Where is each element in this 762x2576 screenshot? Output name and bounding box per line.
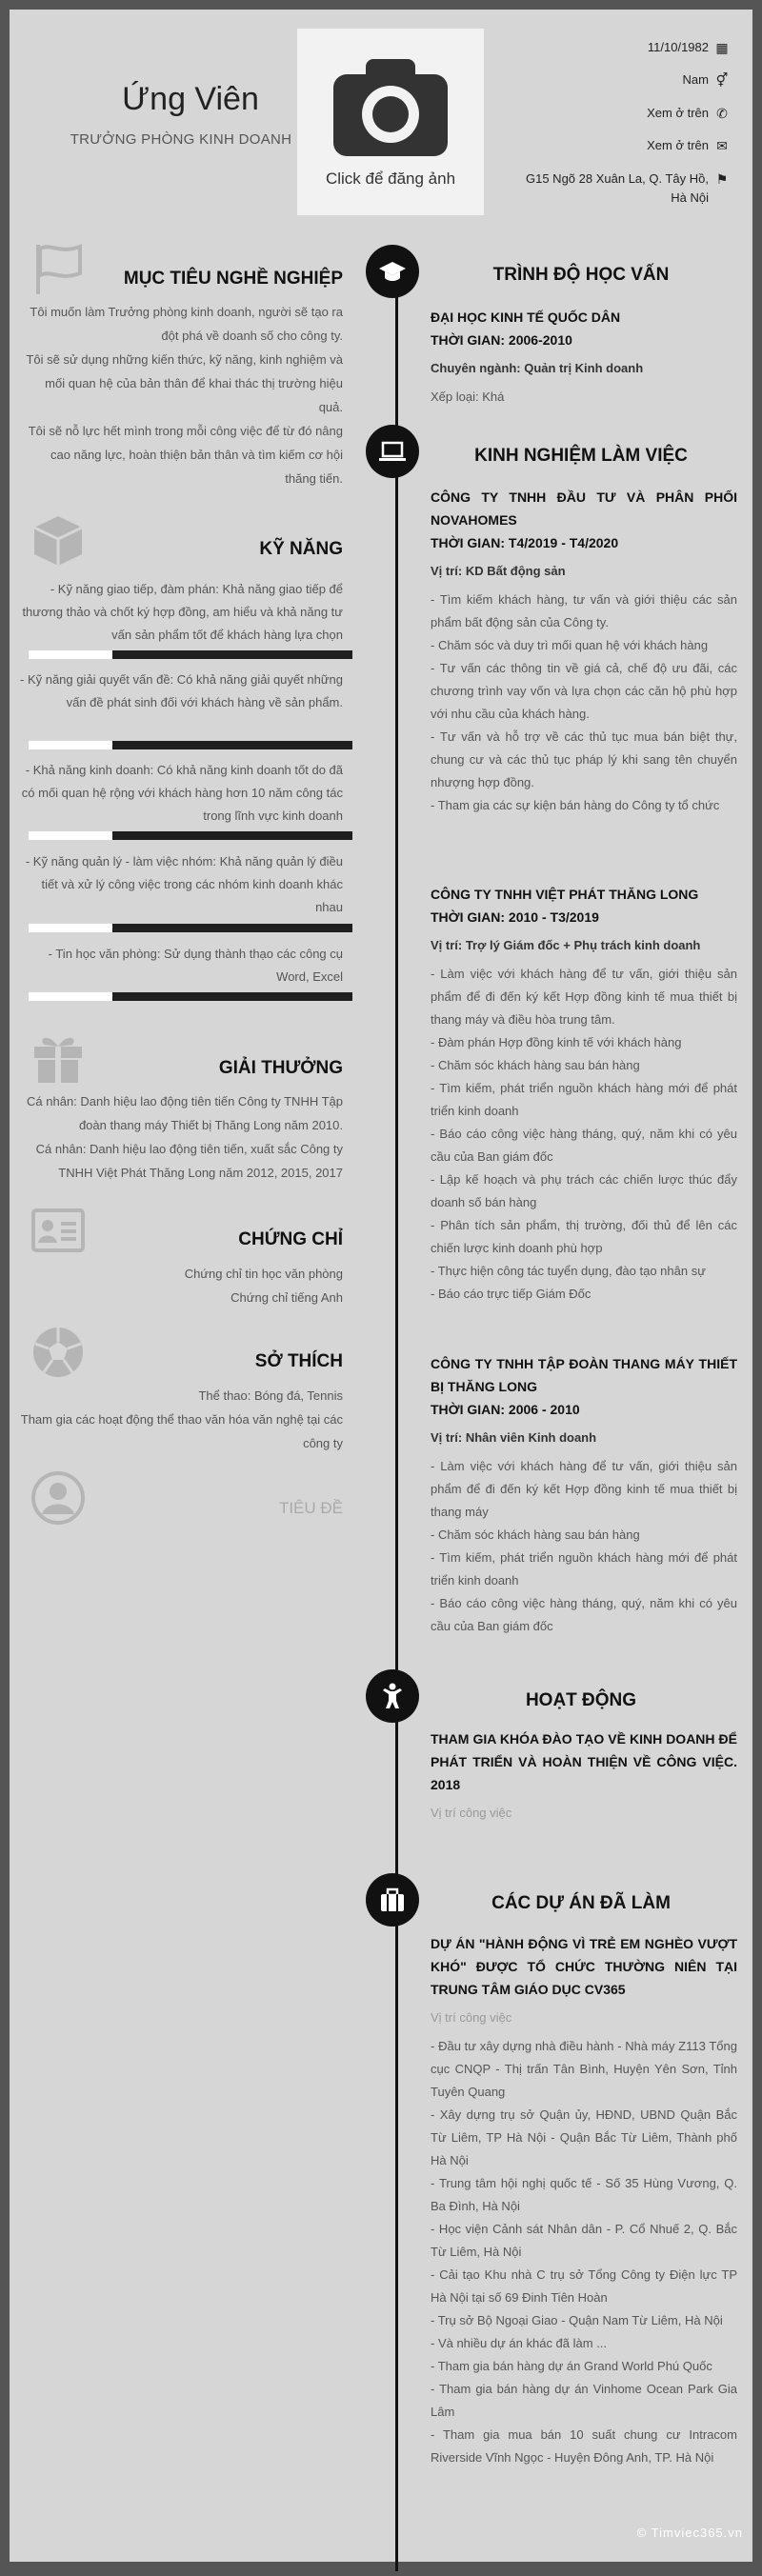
laptop-icon	[379, 438, 406, 465]
education-grade: Xếp loại: Khá	[431, 389, 505, 404]
candidate-name[interactable]: Ứng Viên	[122, 81, 259, 117]
soccer-ball-icon	[30, 1325, 86, 1380]
skill-item[interactable]: - Kỹ năng giao tiếp, đàm phán: Khả năng giao tiếp để thương thảo và chốt ký hợp đồng, am hiểu và khả năng tư vấn sản phẩm tốt để khách hàng lựa chọn	[22, 582, 343, 642]
skill-bar-fill	[29, 831, 112, 840]
education-title[interactable]: TRÌNH ĐỘ HỌC VẤN	[492, 265, 670, 285]
job-duty: - Tìm kiếm, phát triển nguồn khách hàng mới để phát triển kinh doanh	[431, 1550, 737, 1588]
project-item: - Và nhiều dự án khác đã làm ...	[431, 2336, 608, 2350]
skill-bar-fill	[29, 992, 112, 1001]
gift-icon	[30, 1029, 86, 1085]
hobbies-title[interactable]: SỞ THÍCH	[254, 1351, 343, 1371]
job-duty: - Thực hiện công tác tuyển dụng, đào tạo nhân sự	[431, 1264, 706, 1278]
job-duty: - Chăm sóc và duy trì mối quan hệ với khách hàng	[431, 638, 709, 652]
skill-bar	[29, 924, 352, 932]
watermark: © Timviec365.vn	[636, 2526, 743, 2540]
timeline	[395, 257, 398, 2571]
birthdate-text: 11/10/1982	[647, 40, 709, 54]
job-duty: - Tham gia các sự kiện bán hàng do Công ty tổ chức	[431, 798, 720, 812]
project-item: - Tham gia bán hàng dự án Vinhome Ocean Park Gia Lâm	[431, 2382, 737, 2419]
project-item: - Tham gia bán hàng dự án Grand World Phú Quốc	[431, 2359, 712, 2373]
job-duty: - Báo cáo công việc hàng tháng, quý, năm khi có yêu cầu của Ban giám đốc	[431, 1127, 737, 1164]
phone-icon: ✆	[716, 106, 728, 121]
objective-paragraph: Tôi muốn làm Trưởng phòng kinh doanh, người sẽ tạo ra đột phá về doanh số cho công ty.	[30, 305, 343, 343]
job-duty: - Báo cáo công việc hàng tháng, quý, năm khi có yêu cầu của Ban giám đốc	[431, 1596, 737, 1633]
camera-icon	[333, 53, 448, 158]
phone-text: Xem ở trên	[647, 106, 709, 120]
projects-marker	[366, 1873, 419, 1927]
email-text: Xem ở trên	[647, 138, 709, 152]
project-item: - Học viện Cảnh sát Nhân dân - P. Cổ Nhuế 2, Q. Bắc Từ Liêm, Hà Nội	[431, 2222, 737, 2259]
calendar-icon: ▦	[715, 40, 729, 55]
job-duty: - Tư vấn và hỗ trợ về các thủ tục mua bán biệt thự, chung cư và các thủ tục pháp lý khi sang tên chuyển nhượng hợp đồng.	[431, 729, 737, 789]
job-duty: - Tìm kiếm, phát triển nguồn khách hàng mới để phát triển kinh doanh	[431, 1081, 737, 1118]
project-item: - Đầu tư xây dựng nhà điều hành - Nhà máy Z113 Tổng cục CNQP - Thị trấn Tân Bình, Huyện Yên Sơn, Tỉnh Tuyên Quang	[431, 2039, 737, 2099]
email-icon: ✉	[716, 138, 728, 153]
skill-item[interactable]: - Khả năng kinh doanh: Có khả năng kinh doanh tốt do đã có mối quan hệ rộng với khách hàng hơn 10 năm công tác trong lĩnh vực kinh doanh	[21, 763, 343, 823]
certificate-item: Chứng chỉ tin học văn phòng	[184, 1267, 343, 1281]
cv-page	[10, 10, 752, 2562]
skill-bar-fill	[29, 741, 112, 749]
box-icon	[30, 512, 86, 568]
job-duty: - Chăm sóc khách hàng sau bán hàng	[431, 1528, 640, 1542]
certificates-title[interactable]: CHỨNG CHỈ	[238, 1229, 343, 1249]
project-item: - Xây dựng trụ sở Quận ủy, HĐND, UBND Quận Bắc Từ Liêm, TP Hà Nội - Quận Bắc Từ Liêm, Thành phố Hà Nội	[431, 2107, 737, 2167]
skill-bar	[29, 741, 352, 749]
job-duty: - Tư vấn các thông tin về giá cả, chế độ ưu đãi, các chương trình vay vốn và lựa chọn các căn hộ phù hợp với nhu cầu của khách hàng.	[431, 661, 737, 721]
activity-entry[interactable]	[431, 1727, 737, 1825]
job-time: THỜI GIAN: 2010 - T3/2019	[431, 909, 599, 925]
hobbies-content[interactable]	[19, 1384, 343, 1455]
experience-marker	[366, 425, 419, 478]
activities-marker	[366, 1669, 419, 1723]
award-item: Cá nhân: Danh hiệu lao động tiên tiến, xuất sắc Công ty TNHH Việt Phát Thăng Long năm 2012, 2015, 2017	[35, 1142, 343, 1180]
project-role: Vị trí công việc	[431, 2010, 512, 2025]
location-icon: ⚑	[715, 171, 729, 187]
job-role: Vị trí: KD Bất động sản	[431, 564, 566, 578]
hobby-item: Thể thao: Bóng đá, Tennis	[198, 1388, 343, 1403]
job-duty: - Lập kế hoạch và phụ trách các chiến lược thúc đẩy doanh số bán hàng	[431, 1172, 737, 1209]
objective-paragraph: Tôi sẽ nỗ lực hết mình trong mỗi công việc để từ đó nâng cao năng lực, hoàn thiện bản thân và tìm kiếm cơ hội thăng tiến.	[28, 424, 343, 486]
project-item: - Tham gia mua bán 10 suất chung cư Intracom Riverside Vĩnh Ngọc - Huyện Đông Anh, TP. Hà Nội	[431, 2427, 737, 2465]
projects-title[interactable]: CÁC DỰ ÁN ĐÃ LÀM	[491, 1893, 671, 1913]
job-role: Vị trí: Trợ lý Giám đốc + Phụ trách kinh doanh	[431, 938, 701, 952]
flag-icon	[30, 241, 86, 296]
contact-phone[interactable]	[450, 104, 735, 123]
job-company: CÔNG TY TNHH VIỆT PHÁT THĂNG LONG	[431, 887, 699, 902]
school-name: ĐẠI HỌC KINH TẾ QUỐC DÂN	[431, 310, 621, 325]
certificate-item: Chứng chỉ tiếng Anh	[231, 1290, 343, 1305]
briefcase-icon	[379, 1887, 406, 1913]
person-icon	[379, 1683, 406, 1709]
project-item: - Trung tâm hội nghị quốc tế - Số 35 Hùng Vương, Q. Ba Đình, Hà Nội	[431, 2176, 737, 2213]
hobby-item: Tham gia các hoạt động thể thao văn hóa văn nghệ tại các công ty	[20, 1412, 343, 1450]
photo-caption: Click để đăng ảnh	[325, 170, 456, 188]
job-company: CÔNG TY TNHH ĐẦU TƯ VÀ PHÂN PHỐI NOVAHOMES	[431, 489, 737, 528]
experience-title[interactable]: KINH NGHIỆM LÀM VIỆC	[474, 446, 688, 466]
objective-paragraph: Tôi sẽ sử dụng những kiến thức, kỹ năng, kinh nghiệm và mối quan hệ của bản thân để khai thác thị trường hiệu quả.	[26, 352, 343, 414]
awards-title[interactable]: GIẢI THƯỞNG	[218, 1058, 343, 1078]
job-duty: - Đàm phán Hợp đồng kinh tế với khách hàng	[431, 1035, 682, 1049]
job-duty: - Làm việc với khách hàng để tư vấn, giới thiệu sản phẩm để đi đến ký kết Hợp đồng kinh tế mua thiết bị thang máy và điều hòa trung tâm.	[431, 967, 737, 1027]
address-text: G15 Ngõ 28 Xuân La, Q. Tây Hồ, Hà Nội	[526, 171, 709, 205]
extra-title[interactable]: TIÊU ĐỀ	[278, 1499, 343, 1517]
job-duty: - Phân tích sản phẩm, thị trường, đối thủ để lên các chiến lược kinh doanh phù hợp	[431, 1218, 737, 1255]
project-entry[interactable]	[431, 1932, 737, 2469]
project-name: DỰ ÁN "HÀNH ĐỘNG VÌ TRẺ EM NGHÈO VƯỢT KHÓ" ĐƯỢC TỔ CHỨC THƯỜNG NIÊN TẠI TRUNG TÂM GIÁO DỤC CV365	[431, 1936, 737, 1997]
job-entry[interactable]	[431, 1352, 737, 1638]
skill-item[interactable]: - Kỹ năng quản lý - làm việc nhóm: Khả năng quản lý điều tiết và xử lý công việc trong các nhóm kinh doanh khác nhau	[25, 854, 343, 914]
job-time: THỜI GIAN: 2006 - 2010	[431, 1402, 580, 1417]
contact-address[interactable]	[507, 170, 735, 208]
education-time: THỜI GIAN: 2006-2010	[431, 332, 572, 348]
id-card-icon	[30, 1203, 86, 1258]
project-item: - Trụ sở Bộ Ngoại Giao - Quận Nam Từ Liêm, Hà Nội	[431, 2313, 723, 2327]
skills-title[interactable]: KỸ NĂNG	[259, 539, 343, 559]
job-duty: - Tìm kiếm khách hàng, tư vấn và giới thiệu các sản phẩm bất động sản của Công ty.	[431, 592, 737, 629]
project-item: - Cải tạo Khu nhà C trụ sở Tổng Công ty Điện lực TP Hà Nội tại số 69 Đinh Tiên Hoàn	[431, 2267, 737, 2305]
skill-bar-fill	[29, 924, 112, 932]
skill-bar	[29, 992, 352, 1001]
activities-title[interactable]: HOẠT ĐỘNG	[525, 1690, 637, 1710]
skill-bar	[29, 831, 352, 840]
education-marker	[366, 245, 419, 298]
job-role: Vị trí: Nhân viên Kinh doanh	[431, 1430, 597, 1445]
awards-content[interactable]	[19, 1089, 343, 1185]
education-major: Chuyên ngành: Quản trị Kinh doanh	[431, 361, 644, 375]
award-item: Cá nhân: Danh hiệu lao động tiên tiến Công ty TNHH Tập đoàn thang máy Thiết bị Thăng Long năm 2010.	[27, 1094, 343, 1132]
contact-email[interactable]	[450, 136, 735, 155]
education-content[interactable]	[431, 306, 737, 409]
job-duty: - Chăm sóc khách hàng sau bán hàng	[431, 1058, 640, 1072]
gender-icon: ⚥	[715, 72, 729, 88]
job-entry[interactable]	[431, 883, 737, 1306]
graduation-cap-icon	[379, 258, 406, 285]
gender-text: Nam	[682, 72, 709, 87]
job-entry[interactable]	[431, 486, 737, 817]
objective-content[interactable]	[19, 300, 343, 490]
certificates-content[interactable]	[19, 1262, 343, 1309]
skill-bar	[29, 650, 352, 659]
contact-birthdate[interactable]	[450, 38, 735, 57]
activity-name: THAM GIA KHÓA ĐÀO TẠO VỀ KINH DOANH ĐỂ PHÁT TRIỂN VÀ HOÀN THIỆN VỀ CÔNG VIỆC. 2018	[431, 1731, 737, 1792]
job-duty: - Báo cáo trực tiếp Giám Đốc	[431, 1287, 592, 1301]
job-duty: - Làm việc với khách hàng để tư vấn, giới thiệu sản phẩm để đi đến ký kết Hợp đồng kinh tế mua thiết bị thang máy	[431, 1459, 737, 1519]
job-company: CÔNG TY TNHH TẬP ĐOÀN THANG MÁY THIẾT BỊ THĂNG LONG	[431, 1356, 737, 1394]
objective-title[interactable]: MỤC TIÊU NGHỀ NGHIỆP	[123, 269, 343, 289]
user-icon	[30, 1470, 86, 1526]
skill-item[interactable]: - Kỹ năng giải quyết vấn đề: Có khả năng giải quyết những vấn đề phát sinh đối với khách hàng về sản phẩm.	[20, 672, 343, 709]
skill-bar-fill	[29, 650, 112, 659]
activity-role: Vị trí công việc	[431, 1806, 512, 1820]
job-time: THỜI GIAN: T4/2019 - T4/2020	[431, 535, 619, 550]
candidate-position[interactable]: TRƯỞNG PHÒNG KINH DOANH	[70, 131, 292, 148]
contact-gender[interactable]	[450, 70, 735, 90]
skill-item[interactable]: - Tin học văn phòng: Sử dụng thành thạo các công cụ Word, Excel	[48, 947, 343, 984]
